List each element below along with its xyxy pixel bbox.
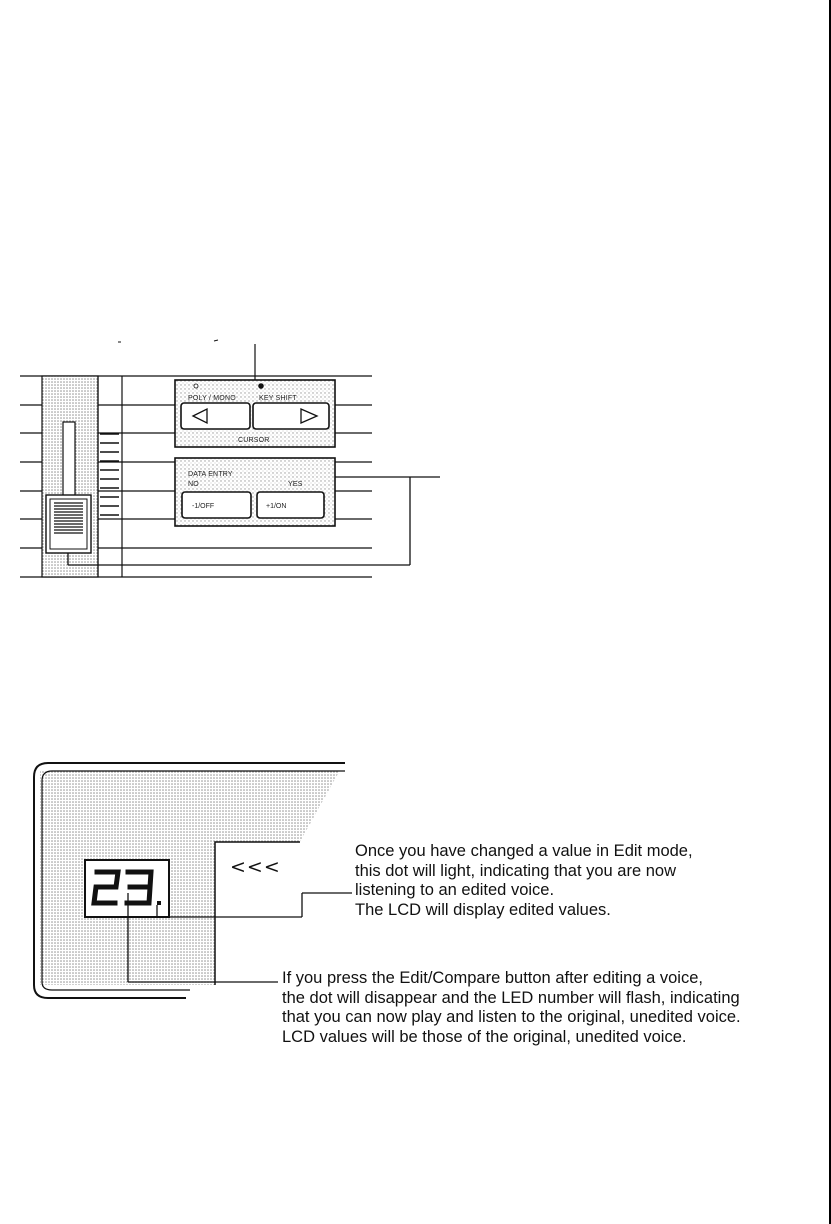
control-panel-diagram <box>20 340 440 577</box>
edit-mode-caption <box>355 842 693 920</box>
caption-line: listening to an edited voice. <box>355 881 555 899</box>
cursor-label: CURSOR <box>238 437 270 444</box>
yes-label: YES <box>288 481 303 488</box>
no-label: NO <box>188 481 199 488</box>
edit-indicator-dot <box>157 901 161 905</box>
data-entry-slider-knob[interactable] <box>46 495 91 553</box>
slider-scale-ticks <box>100 434 119 515</box>
lcd-arrow-mark: <<< <box>230 856 281 878</box>
display-diagram <box>34 763 356 998</box>
cursor-right-button[interactable] <box>253 403 329 429</box>
minus-one-off-label: -1/OFF <box>192 503 215 510</box>
poly-mono-label: POLY / MONO <box>188 395 236 402</box>
plus-one-on-label: +1/ON <box>266 503 287 510</box>
key-shift-label: KEY SHIFT <box>259 395 297 402</box>
caption-line: If you press the Edit/Compare button after editing a voice, <box>282 969 703 987</box>
caption-line: the dot will disappear and the LED number will flash, indicating <box>282 988 740 1007</box>
cursor-left-button[interactable] <box>181 403 250 429</box>
caption-line: The LCD will display edited values. <box>355 900 611 919</box>
caption-line: Once you have changed a value in Edit mode, <box>355 842 693 860</box>
data-entry-label: DATA ENTRY <box>188 471 233 478</box>
caption-line: this dot will light, indicating that you are now <box>355 861 677 880</box>
compare-mode-caption <box>282 969 741 1047</box>
caption-line: LCD values will be those of the original, unedited voice. <box>282 1027 687 1046</box>
caption-line: that you can now play and listen to the original, unedited voice. <box>282 1008 741 1026</box>
poly-mono-led <box>194 384 198 388</box>
key-shift-led <box>259 384 263 388</box>
